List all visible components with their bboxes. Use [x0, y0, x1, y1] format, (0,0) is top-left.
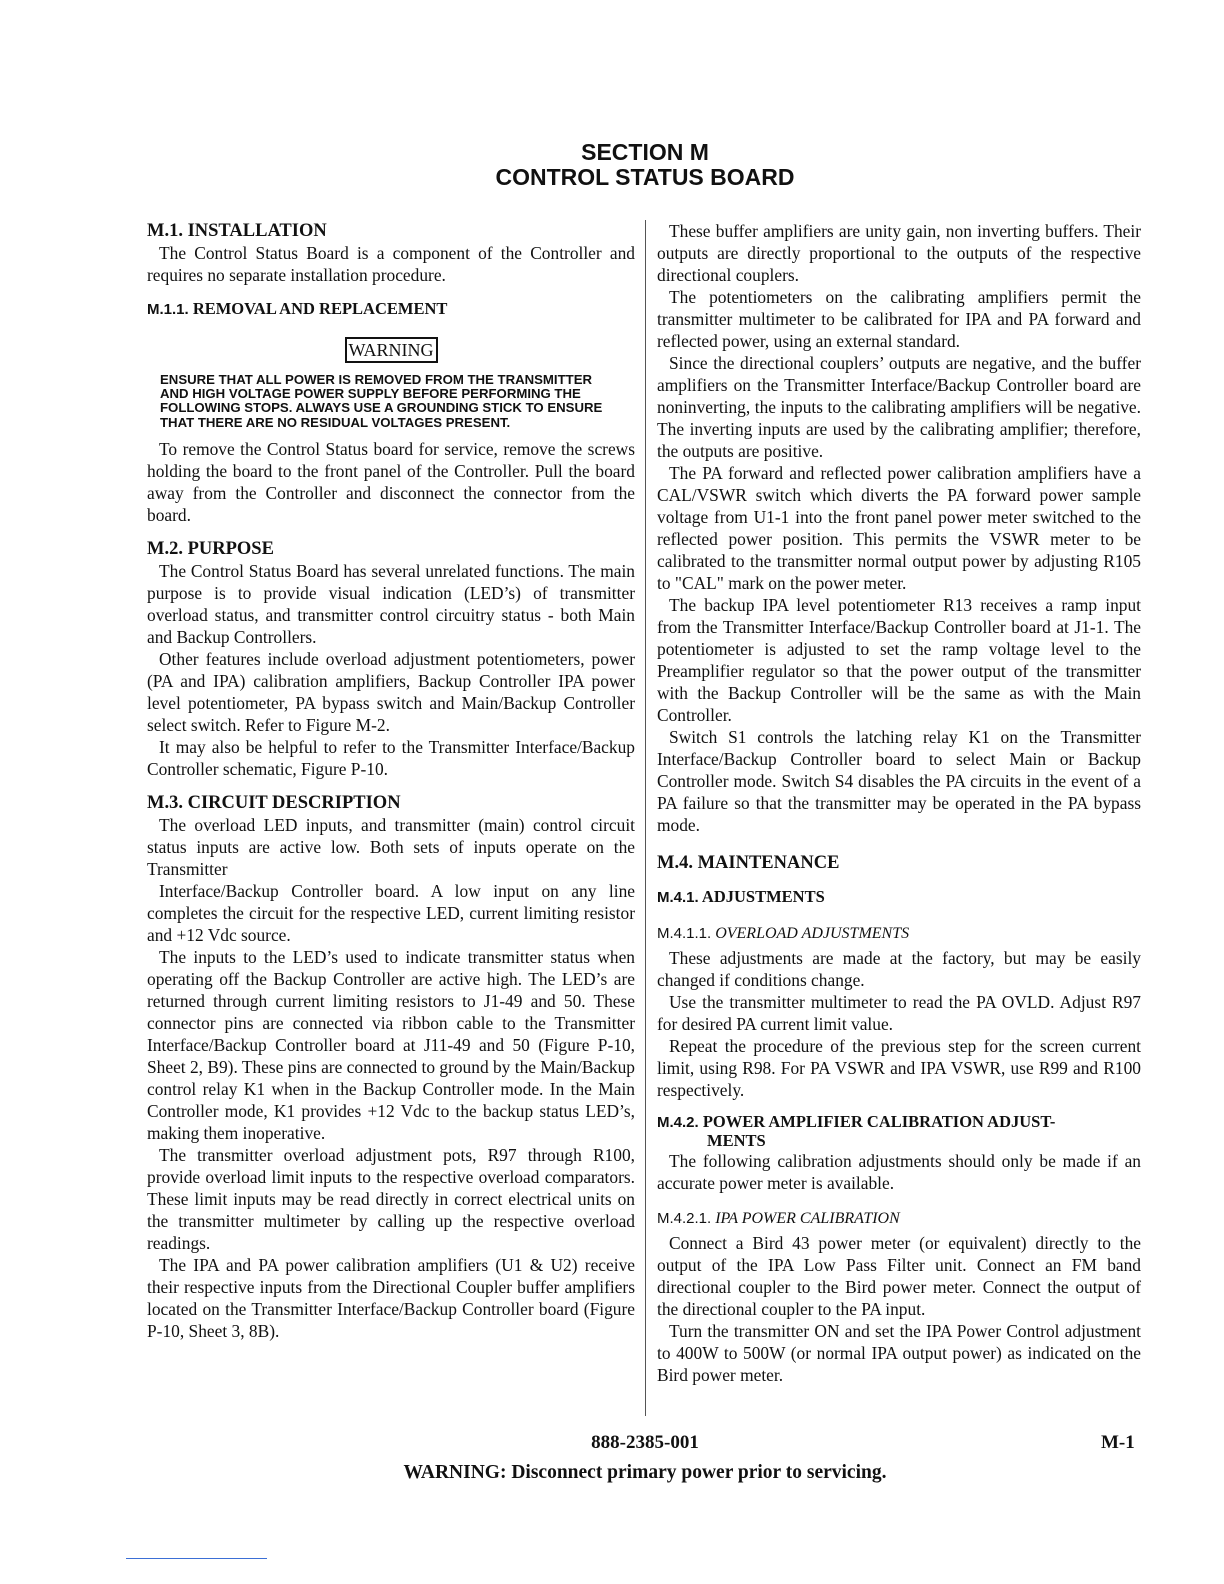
- section-title: CONTROL STATUS BOARD: [495, 164, 795, 190]
- paragraph: The IPA and PA power calibration amplifiers (U1 & U2) receive their respective inputs from the Directional Coupler buffer amplifiers located on the Transmitter Interface/Backup Controller board (Figure P-10, Sheet 3, 8B).: [147, 1254, 635, 1341]
- paragraph: The potentiometers on the calibrating amplifiers permit the transmitter multimeter to be calibrated for IPA and PA forward and reflected power, using an external standard.: [657, 287, 1141, 351]
- heading-number: M.1.1.: [147, 301, 189, 318]
- heading-m411: [657, 923, 1141, 945]
- heading-number: M.4.2.: [657, 1114, 699, 1131]
- footer-page-number: M-1: [1101, 1432, 1135, 1453]
- heading-m2: M.2. PURPOSE: [147, 538, 274, 559]
- heading-number: M.4.1.1.: [657, 925, 712, 942]
- heading-title: IPA POWER CALIBRATION: [715, 1210, 900, 1227]
- heading-title: ADJUSTMENTS: [701, 887, 825, 906]
- warning-text: ENSURE THAT ALL POWER IS REMOVED FROM THE TRANSMITTER AND HIGH VOLTAGE POWER SUPPLY BEFORE PERFORMING THE FOLLOWING STOPS. ALWAYS USE A GROUNDING STICK TO ENSURE THAT THERE ARE NO RESIDUAL VOLTAGES PRESENT.: [160, 372, 603, 430]
- heading-m42: [657, 1113, 1141, 1150]
- footer-warning: WARNING: Disconnect primary power prior to servicing.: [403, 1462, 887, 1483]
- paragraph: Repeat the procedure of the previous step for the screen current limit, using R98. For PA VSWR and IPA VSWR, use R99 and R100 respectively.: [657, 1036, 1141, 1100]
- heading-m421: [657, 1208, 1141, 1230]
- bottom-rule: [126, 1558, 267, 1559]
- heading-title: POWER AMPLIFIER CALIBRATION ADJUST-: [702, 1112, 1056, 1131]
- heading-m41: [657, 886, 1141, 909]
- paragraph: Interface/Backup Controller board. A low input on any line completes the circuit for the respective LED, current limiting resistor and +12 Vdc source.: [147, 880, 635, 945]
- paragraph: The inputs to the LED’s used to indicate transmitter status when operating off the Backup Controller are active high. The LED’s are returned through current limiting resistors to J1-49 and 50. These connector pins are connected via ribbon cable to the Transmitter Interface/Backup Controller board at J11-49 and 50 (Figure P-10, Sheet 2, B9). These pins are connected to ground by the Main/Backup control relay K1 when in the Backup Controller mode. In the Main Controller mode, K1 provides +12 Vdc to the backup status LED’s, making them inoperative.: [147, 946, 635, 1143]
- warning-label-wrap: [147, 337, 635, 363]
- heading-number: M.4.1.: [657, 889, 699, 906]
- column-divider: [645, 220, 646, 1416]
- footer-part-number: 888-2385-001: [591, 1432, 699, 1453]
- paragraph: Other features include overload adjustment potentiometers, power (PA and IPA) calibration amplifiers, Backup Controller IPA power level potentiometer, PA bypass switch and Main/Backup Controller select switch. Refer to Figure M-2.: [147, 648, 635, 735]
- heading-title: REMOVAL AND REPLACEMENT: [192, 299, 448, 318]
- paragraph: The overload LED inputs, and transmitter (main) control circuit status inputs are active low. Both sets of inputs operate on the Transmitter: [147, 814, 635, 879]
- paragraph: The Control Status Board is a component of the Controller and requires no separate installation procedure.: [147, 243, 635, 285]
- paragraph: The Control Status Board has several unrelated functions. The main purpose is to provide visual indication (LED’s) of transmitter overload status, and transmitter control circuitry status - both Main and Backup Controllers.: [147, 560, 635, 647]
- left-column: [147, 220, 635, 1342]
- section-label: SECTION M: [581, 139, 709, 165]
- paragraph: The following calibration adjustments should only be made if an accurate power meter is available.: [657, 1151, 1141, 1193]
- heading-number: M.4.2.1.: [657, 1210, 712, 1227]
- paragraph: These buffer amplifiers are unity gain, non inverting buffers. Their outputs are directly proportional to the outputs of the respective directional couplers.: [657, 221, 1141, 285]
- heading-title-continued: MENTS: [707, 1131, 766, 1150]
- paragraph: The PA forward and reflected power calibration amplifiers have a CAL/VSWR switch which diverts the PA forward power sample voltage from U1-1 into the front panel power meter switched to the reflected power position. This permits the VSWR meter to be calibrated to the transmitter normal output power by adjusting R105 to "CAL" mark on the power meter.: [657, 463, 1141, 593]
- paragraph: Use the transmitter multimeter to read the PA OVLD. Adjust R97 for desired PA current limit value.: [657, 992, 1141, 1034]
- paragraph: It may also be helpful to refer to the Transmitter Interface/Backup Controller schematic, Figure P-10.: [147, 736, 635, 779]
- paragraph: These adjustments are made at the factory, but may be easily changed if conditions change.: [657, 948, 1141, 990]
- paragraph: The transmitter overload adjustment pots, R97 through R100, provide overload limit inputs to the respective overload comparators. These limit inputs may be read directly in correct electrical units on the transmitter multimeter by calling up the respective overload readings.: [147, 1144, 635, 1253]
- heading-m11: [147, 298, 635, 321]
- paragraph: Turn the transmitter ON and set the IPA Power Control adjustment to 400W to 500W (or normal IPA output power) as indicated on the Bird power meter.: [657, 1321, 1141, 1385]
- paragraph: Connect a Bird 43 power meter (or equivalent) directly to the output of the IPA Low Pass Filter unit. Connect an FM band directional coupler to the Bird power meter. Connect the output of the directional coupler to the PA input.: [657, 1233, 1141, 1319]
- paragraph: The backup IPA level potentiometer R13 receives a ramp input from the Transmitter Interface/Backup Controller board at J1-1. The potentiometer is adjusted to set the ramp voltage level to the Preamplifier regulator so that the power output of the transmitter with the Backup Controller will be the same as with the Main Controller.: [657, 595, 1141, 725]
- heading-m4: M.4. MAINTENANCE: [657, 853, 840, 873]
- page-title: [0, 140, 1224, 190]
- heading-m1: M.1. INSTALLATION: [147, 221, 327, 241]
- paragraph: Since the directional couplers’ outputs are negative, and the buffer amplifiers on the Transmitter Interface/Backup Controller board are noninverting, the inputs to the calibrating amplifiers will be negative. The inverting inputs are used by the calibrating amplifier; therefore, the outputs are positive.: [657, 353, 1141, 461]
- heading-title: OVERLOAD ADJUSTMENTS: [715, 925, 910, 942]
- paragraph: To remove the Control Status board for service, remove the screws holding the board to the front panel of the Controller. Pull the board away from the Controller and disconnect the connector from the board.: [147, 438, 635, 525]
- paragraph: Switch S1 controls the latching relay K1 on the Transmitter Interface/Backup Controller board to select Main or Backup Controller mode. Switch S4 disables the PA circuits in the event of a PA failure so that the transmitter may be operated in the PA bypass mode.: [657, 727, 1141, 835]
- right-column: [657, 220, 1141, 1386]
- warning-label: WARNING: [345, 337, 438, 363]
- heading-m3: M.3. CIRCUIT DESCRIPTION: [147, 792, 401, 813]
